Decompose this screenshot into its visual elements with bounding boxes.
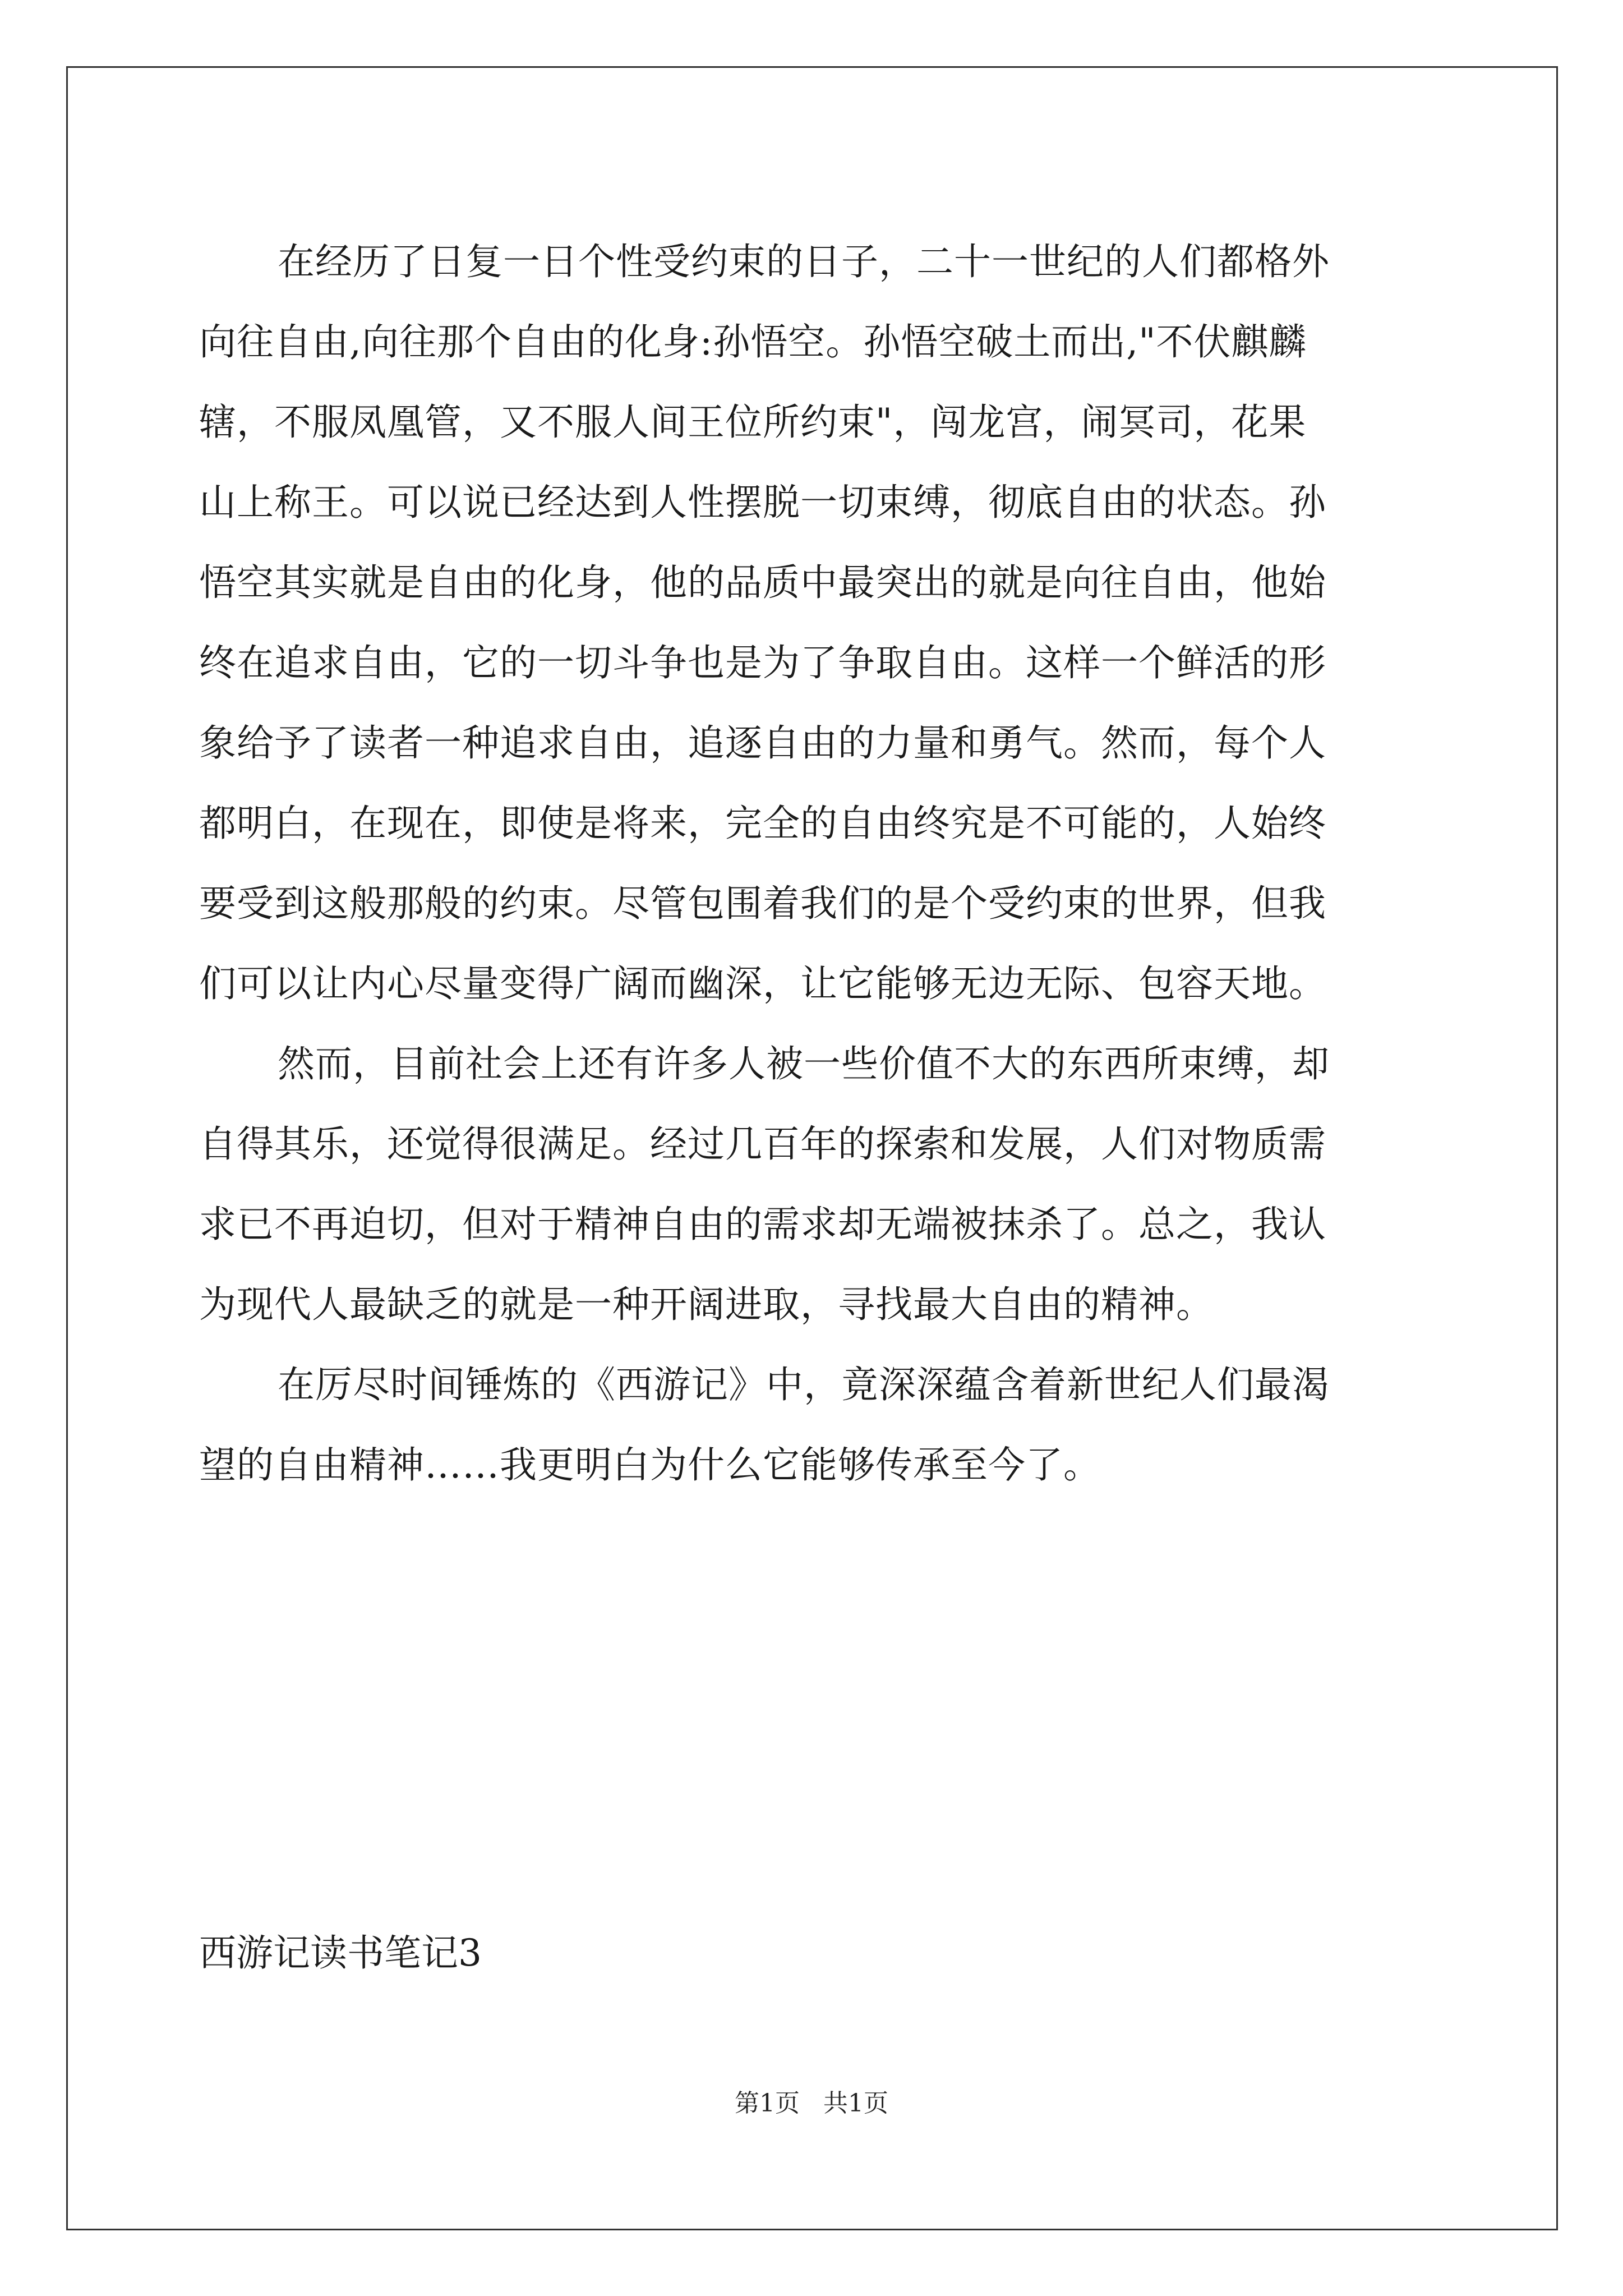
paragraph-line: 在厉尽时间锤炼的《西游记》中，竟深深蕴含着新世纪人们最渴 [278, 1363, 1330, 1406]
section-heading: 西游记读书笔记3 [199, 1931, 482, 1975]
paragraph-line: 向往自由,向往那个自由的化身:孙悟空。孙悟空破土而出,"不伏麒麟 [199, 320, 1307, 364]
paragraph-line: 终在追求自由，它的一切斗争也是为了争取自由。这样一个鲜活的形 [199, 641, 1326, 684]
paragraph-line: 望的自由精神……我更明白为什么它能够传承至今了。 [199, 1443, 1101, 1487]
document-body [199, 222, 1433, 1505]
paragraph-line: 都明白，在现在，即使是将来，完全的自由终究是不可能的，人始终 [199, 802, 1326, 845]
paragraph-2 [199, 1024, 1433, 1345]
paragraph-line: 悟空其实就是自由的化身，他的品质中最突出的就是向往自由，他始 [199, 561, 1326, 604]
paragraph-line: 自得其乐，还觉得很满足。经过几百年的探索和发展，人们对物质需 [199, 1122, 1326, 1166]
paragraph-3 [199, 1345, 1433, 1505]
page-footer: 第1页 共1页 [735, 2089, 888, 2118]
paragraph-line: 为现代人最缺乏的就是一种开阔进取，寻找最大自由的精神。 [199, 1283, 1214, 1326]
paragraph-1 [199, 222, 1433, 1024]
paragraph-line: 要受到这般那般的约束。尽管包围着我们的是个受约束的世界，但我 [199, 882, 1326, 925]
paragraph-line: 辖，不服凤凰管，又不服人间王位所约束"，闯龙宫，闹冥司，花果 [199, 401, 1307, 444]
paragraph-line: 求已不再迫切，但对于精神自由的需求却无端被抹杀了。总之，我认 [199, 1203, 1326, 1246]
paragraph-line: 们可以让内心尽量变得广阔而幽深，让它能够无边无际、包容天地。 [199, 962, 1326, 1005]
paragraph-line: 山上称王。可以说已经达到人性摆脱一切束缚，彻底自由的状态。孙 [199, 481, 1326, 524]
paragraph-line: 在经历了日复一日个性受约束的日子，二十一世纪的人们都格外 [278, 240, 1330, 283]
paragraph-line: 象给予了读者一种追求自由，追逐自由的力量和勇气。然而，每个人 [199, 721, 1326, 765]
paragraph-line: 然而，目前社会上还有许多人被一些价值不大的东西所束缚，却 [278, 1042, 1330, 1085]
